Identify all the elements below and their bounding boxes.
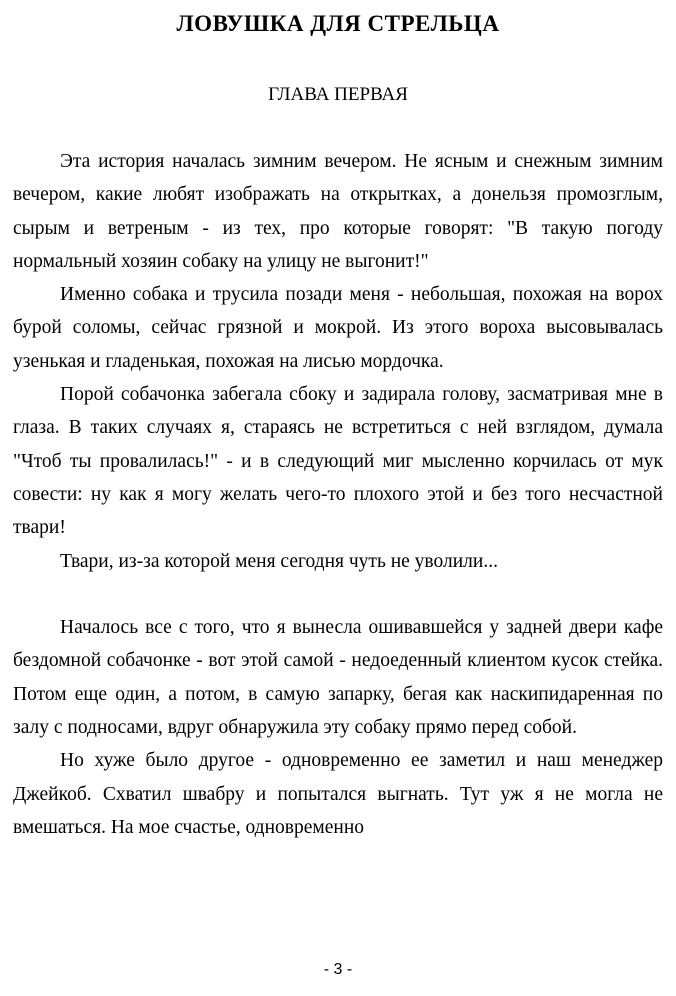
body-text bbox=[13, 145, 663, 844]
page-number: - 3 - bbox=[323, 961, 353, 978]
paragraph: Порой собачонка забегала сбоку и задирала голову, засматривая мне в глаза. В таких случаях я, стараясь не встретиться с ней взглядом, думала "Чтоб ты провалилась!" - и в следующий миг мысленно корчилась от мук совести: ну как я могу желать чего-то плохого этой и без того несчастной твари! bbox=[13, 384, 663, 539]
book-title: ЛОВУШКА ДЛЯ СТРЕЛЬЦА bbox=[176, 11, 500, 36]
paragraph: Твари, из-за которой меня сегодня чуть не уволили... bbox=[60, 550, 498, 572]
section-break bbox=[13, 578, 663, 611]
chapter-title: ГЛАВА ПЕРВАЯ bbox=[268, 84, 408, 105]
paragraph: Началось все с того, что я вынесла ошивавшейся у задней двери кафе бездомной собачонке - вот этой самой - недоеденный клиентом кусок стейка. Потом еще один, а потом, в самую запарку, бегая как наскипидаренная по залу с подносами, вдруг обнаружила эту собаку прямо перед собой. bbox=[13, 617, 663, 739]
paragraph: Эта история началась зимним вечером. Не ясным и снежным зимним вечером, какие любят изображать на открытках, а донельзя промозглым, сырым и ветреным - из тех, про которые говорят: "В такую погоду нормальный хозяин собаку на улицу не выгонит!" bbox=[13, 151, 663, 272]
book-page bbox=[13, 0, 663, 996]
paragraph: Но хуже было другое - одновременно ее заметил и наш менеджер Джейкоб. Схватил швабру и попытался выгнать. Тут уж я не могла не вмешаться. На мое счастье, одновременно bbox=[13, 750, 663, 838]
paragraph: Именно собака и трусила позади меня - небольшая, похожая на ворох бурой соломы, сейчас грязной и мокрой. Из этого вороха высовывалась узенькая и гладенькая, похожая на лисью мордочка. bbox=[13, 284, 663, 372]
